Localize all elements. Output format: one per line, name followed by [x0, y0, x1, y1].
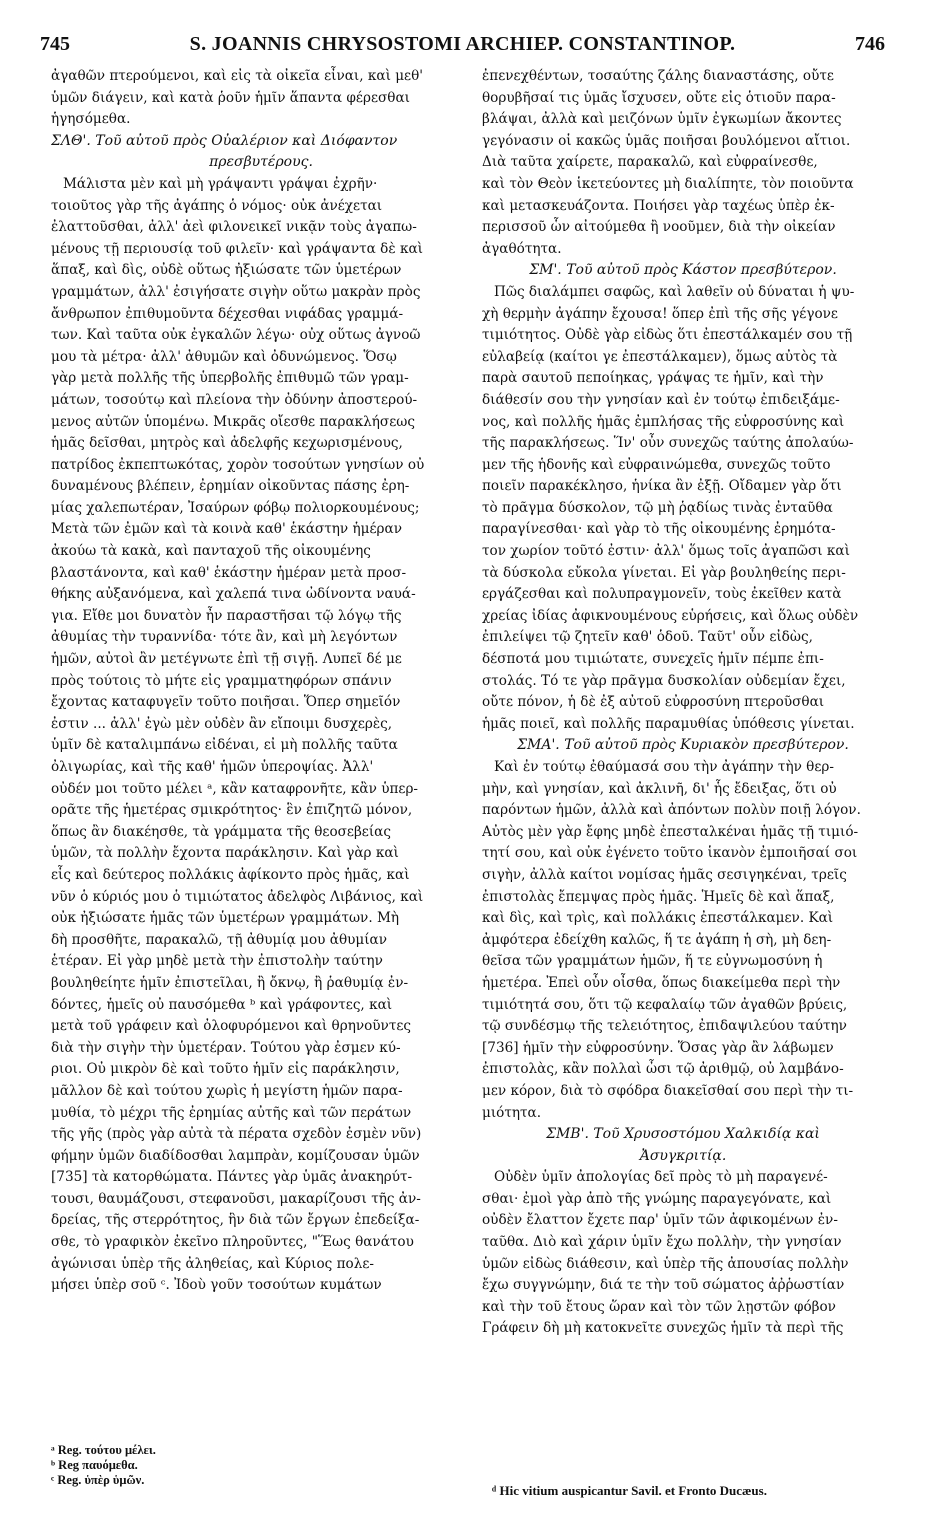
text-line: των. Καὶ ταῦτα οὐκ ἐγκαλῶν λέγω· οὐχ οὕτως ἀγνοῶ [51, 327, 421, 344]
footnote: ᵃ Reg. τούτου μέλει. [51, 1443, 156, 1457]
text-line: ἐπιστολὰς, κἂν πολλαὶ ὦσι τῷ ἀριθμῷ, οὐ λαμβάνο- [482, 1061, 844, 1078]
text-line: καὶ μετασκευάζοντα. Ποιήσει γὰρ ταχέως ὑπὲρ ἐκ- [482, 197, 835, 214]
text-line: εἷς καὶ δεύτερος πολλάκις ἀφίκοντο πρὸς ἡμᾶς, καὶ [51, 866, 410, 883]
footnotes-left [51, 1443, 351, 1488]
text-line: τουσι, θαυμάζουσι, στεφανοῦσι, μακαρίζουσι τῆς ἀν- [51, 1190, 421, 1207]
text-line: στολάς. Τό τε γὰρ πρᾶγμα δυσκολίαν οὐδεμίαν ἔχει, [482, 672, 846, 689]
letter-heading: Ἀσυγκριτίᾳ. [639, 1147, 727, 1164]
footnote: ᶜ Reg. ὑπὲρ ὑμῶν. [51, 1473, 145, 1487]
text-line: νῦν ὁ κύριός μου ὁ τιμιώτατος ἀδελφὸς Λιβάνιος, καὶ [51, 888, 424, 905]
text-line: ὑμῶν, τὰ πολλὴν ἔχοντα παράκλησιν. Καὶ γὰρ καὶ [51, 845, 399, 862]
text-line: ὀλιγωρίας, καὶ τῆς καθ' ἡμῶν ὑπεροψίας. Ἀλλ' [51, 759, 374, 775]
text-line: ἔχω συγγνώμην, διά τε τὴν τοῦ σώματος ἀῤῥωστίαν [482, 1277, 845, 1294]
text-line: διὰ τὴν σιγὴν τὴν ὑμετέραν. Τούτου γὰρ ἐσμεν κύ- [51, 1039, 401, 1056]
text-line: μὴν, καὶ γνησίαν, καὶ ἀκλινῆ, δι' ἧς ἔδειξας, ὅτι οὐ [482, 780, 837, 797]
text-line: δὴ προσθῆτε, παρακαλῶ, τῇ ἀθυμίᾳ μου ἀθυμίαν [51, 931, 387, 948]
text-line: ἀκούω τὰ κακὰ, καὶ πανταχοῦ τῆς οἰκουμένης [51, 543, 371, 560]
text-line: μεν κόρον, διὰ τὸ σφόδρα διακεῖσθαί σου περὶ τὴν τι- [482, 1082, 854, 1099]
text-line: ἀγώνισαι ὑπὲρ τῆς ἀληθείας, καὶ Κύριος πολε- [51, 1255, 374, 1272]
text-line: θεῖσα τῶν γραμμάτων ἡμῶν, ἥ τε εὐγνωμοσύνη ἡ [482, 953, 823, 970]
text-line: εὐλαβείᾳ (καίτοι γε ἐπεστάλκαμεν), ὅμως αὐτὸς τὰ [482, 348, 838, 365]
text-line: τὰ δύσκολα εὔκολα γίνεται. Εἰ γὰρ βουληθείης περι- [482, 564, 846, 581]
text-line: παρόντων ἡμῶν, ἀλλὰ καὶ ἀπόντων πολὺν ποιῇ λόγον. [482, 802, 861, 819]
text-line: τητί σου, καὶ οὐκ ἐγένετο τοῦτο ἱκανὸν ἐμποιῆσαί σοι [482, 845, 858, 862]
text-line: παρὰ σαυτοῦ πεποίηκας, γράψας τε ἡμῖν, καὶ τὴν [482, 370, 824, 387]
text-line: ἡμᾶς ποιεῖ, καὶ πολλῆς παραμυθίας ὑπόθεσις γίνεται. [482, 715, 855, 732]
text-line: θορυβῆσαί τις ὑμᾶς ἴσχυσεν, οὔτε εἰς ὁτιοῦν παρα- [482, 89, 836, 106]
footnote: ᵇ Reg παυόμεθα. [51, 1458, 138, 1472]
text-line: ἡμᾶς δεῖσθαι, μητρὸς καὶ ἀδελφῆς κεχωρισμένους, [51, 435, 403, 452]
text-line: δέσποτά μου τιμιώτατε, συνεχεῖς ἡμῖν πέμπε ἐπι- [482, 651, 824, 668]
text-line: Μάλιστα μὲν καὶ μὴ γράψαντι γράψαι ἐχρῆν· [63, 175, 378, 192]
text-line: φήμην ὑμῶν διαδίδοσθαι λαμπρὰν, κομίζουσαν ὑμῶν [51, 1147, 420, 1164]
text-line: νος, καὶ πολλῆς ἡμᾶς ἐμπλήσας τῆς εὐφροσύνης καὶ [482, 413, 845, 430]
text-line: [736] ἡμῖν τὴν εὐφροσύνην. Ὅσας γὰρ ἂν λάβωμεν [482, 1039, 834, 1056]
text-line: ἐστιν ... ἀλλ' ἐγὼ μὲν οὐδὲν ἂν εἴποιμι δυσχερὲς, [51, 715, 393, 732]
text-line: Μετὰ τῶν ἐμῶν καὶ τὰ κοινὰ καθ' ἑκάστην ἡμέραν [51, 521, 402, 538]
text-line: ἀθυμίας τὴν τυραννίδα· τότε ἂν, καὶ μὴ λεγόντων [51, 629, 398, 646]
text-line: ορᾶτε τῆς ἡμετέρας σμικρότητος· ἓν ἐπιζητῶ μόνον, [51, 802, 413, 819]
text-line: ἡγησόμεθα. [51, 111, 131, 128]
text-line: τῆς παρακλήσεως. Ἵν' οὖν συνεχῶς ταύτης ἀπολαύω- [482, 435, 854, 452]
text-line: ἔχοντας καταφυγεῖν τοῦτο ποιῆσαι. Ὅπερ σημεῖόν [51, 694, 401, 711]
text-line: οὐκ ἠξιώσατε ἡμᾶς τῶν ὑμετέρων γραμμάτων. Μὴ [51, 910, 400, 927]
footnote-right: ᵈ Hic vitium auspicantur Savil. et Fronto Ducæus. [492, 1483, 767, 1498]
text-line: ριοι. Οὐ μικρὸν δὲ καὶ τοῦτο ἡμῖν εἰς παράκλησιν, [51, 1061, 400, 1078]
text-line: περισσοῦ ὧν αἰτούμεθα ἢ νοοῦμεν, διὰ τὴν οἰκείαν [482, 219, 836, 236]
text-line: καὶ δὶς, καὶ τρὶς, καὶ πολλάκις ἐπεστάλκαμεν. Καὶ [482, 910, 834, 927]
text-line: μένους τῇ περιουσίᾳ τοῦ φιλεῖν· καὶ γράψαντα δὲ καὶ [51, 240, 423, 257]
text-line: μυθία, τὸ μέχρι τῆς ἐρημίας αὐτῆς καὶ τῶν περάτων [51, 1104, 412, 1121]
text-line: ἐλαττοῦσθαι, ἀλλ' ἀεὶ φιλονεικεῖ νικᾷν τοὺς ἀγαπω- [51, 219, 417, 236]
page-number-left: 745 [40, 33, 70, 55]
text-line: για. Εἴθε μοι δυνατὸν ἦν παραστῆσαι τῷ λόγῳ τῆς [51, 607, 402, 624]
text-line: εργάζεσθαι καὶ πολυπραγμονεῖν, τοὺς ἐκεῖθεν κατὰ [482, 586, 842, 603]
left-column [51, 66, 471, 1297]
text-line: μᾶλλον δὲ καὶ τούτου χωρὶς ἡ μεγίστη ἡμῶν παρα- [51, 1082, 403, 1099]
text-line: ἡμῶν, αὐτοὶ ἂν μετέγνωτε ἐπὶ τῇ σιγῇ. Λυπεῖ δέ με [51, 651, 402, 668]
text-line: ὑμῖν δὲ καταλιμπάνω εἰδέναι, εἰ μὴ πολλῆς ταῦτα [51, 737, 398, 754]
text-line: δυναμένους βλέπειν, ἐρημίαν οἰκοῦντας πάσης ἐρη- [51, 478, 410, 495]
text-line: ἀγαθῶν πτερούμενοι, καὶ εἰς τὰ οἰκεῖα εἶναι, καὶ μεθ' [51, 68, 424, 84]
text-line: μάτων, τοσούτῳ καὶ πλείονα τὴν ὀδύνην ἀποστερού- [51, 391, 418, 408]
text-line: καὶ τὴν τοῦ ἔτους ὥραν καὶ τὸν τῶν λῃστῶν φόβον [482, 1298, 836, 1315]
text-line: ὅπως ἂν διακέησθε, τὰ γράμματα τῆς θεοσεβείας [51, 823, 391, 840]
text-line: δόντες, ἡμεῖς οὐ παυσόμεθα ᵇ καὶ γράφοντες, καὶ [51, 996, 393, 1013]
text-line: μου τὰ μέτρα· ἀλλ' ἀθυμῶν καὶ ὀδυνώμενος. Ὅσῳ [51, 348, 397, 365]
text-line: βλαστάνοντα, καὶ καθ' ἑκάστην ἡμέραν μετὰ προσ- [51, 564, 407, 581]
text-line: οὐδὲν ἔλαττον ἔχετε παρ' ὑμῖν τῶν ἀφικομένων ἐν- [482, 1212, 838, 1229]
text-line: μεν τῆς ἡδονῆς καὶ εὐφραινώμεθα, συνεχῶς τοῦτο [482, 456, 831, 473]
letter-heading: ΣΜΑ'. Τοῦ αὐτοῦ πρὸς Κυριακὸν πρεσβύτερον. [517, 737, 849, 754]
text-line: ἐπιστολὰς ἔπεμψας πρὸς ἡμᾶς. Ἡμεῖς δὲ καὶ ἅπαξ, [482, 888, 835, 905]
text-line: παραγίνεσθαι· καὶ γὰρ τὸ τῆς οἰκουμένης ἐρημότα- [482, 521, 836, 538]
running-header [40, 30, 885, 58]
text-line: ἀγαθότητα. [482, 240, 562, 257]
text-line: πρὸς τούτοις τὸ μήτε εἰς γραμματηφόρων σπάνιν [51, 672, 392, 689]
text-line: γραμμάτων, ἀλλ' ἐσιγήσατε σιγὴν οὕτω μακρὰν πρὸς [51, 283, 421, 300]
page-number-right: 746 [855, 33, 885, 55]
text-line: καὶ τὸν Θεὸν ἱκετεύοντες μὴ διαλίπητε, τὸν ποιοῦντα [482, 175, 854, 192]
text-line: τῷ συνδέσμῳ τῆς τελειότητος, ἐπιδαψιλεύου ταύτην [482, 1018, 847, 1035]
text-line: γὰρ μετὰ πολλῆς τῆς ὑπερβολῆς ἐπιθυμῶ τῶν γραμ- [51, 370, 409, 387]
text-line: τιμιότητά σου, ὅτι τῷ κεφαλαίῳ τῶν ἀγαθῶν βρύεις, [482, 996, 848, 1013]
text-line: ἀμφότερα ἐδείχθη καλῶς, ἥ τε ἀγάπη ἡ σὴ, μὴ δεη- [482, 931, 832, 948]
text-line: ἅπαξ, καὶ δὶς, οὐδὲ οὕτως ἠξιώσατε τῶν ὑμετέρων [51, 262, 402, 279]
text-line: ταῦθα. Διὸ καὶ χάριν ὑμῖν ἔχω πολλὴν, τὴν γνησίαν [482, 1234, 842, 1251]
text-line: βλάψαι, ἀλλὰ καὶ μειζόνων ὑμῖν ἐγκωμίων ἄκοντες [482, 111, 842, 128]
text-line: Γράφειν δὴ μὴ κατοκνεῖτε συνεχῶς ἡμῖν τὰ περὶ τῆς [482, 1320, 844, 1337]
running-title: S. JOANNIS CHRYSOSTOMI ARCHIEP. CONSTANTINOP. [189, 33, 736, 55]
text-line: μετὰ τοῦ γράφειν καὶ ὀλοφυρόμενοι καὶ θρηνοῦντες [51, 1018, 412, 1035]
text-line: τῆς γῆς (πρὸς γὰρ αὐτὰ τὰ πέρατα σχεδὸν ἐσμὲν νῦν) [51, 1126, 422, 1143]
text-line: [735] τὰ κατορθώματα. Πάντες γὰρ ὑμᾶς ἀνακηρύτ- [51, 1169, 413, 1186]
text-line: πατρίδος ἐκπεπτωκότας, χορὸν τοσούτων γνησίων οὐ [51, 456, 425, 473]
text-line: ἡμετέρα. Ἐπεὶ οὖν οἶσθα, ὅπως διακείμεθα περὶ τὴν [482, 974, 841, 991]
text-line: δρείας, τῆς στερρότητος, ἣν διὰ τῶν ἔργων ἐπεδείξα- [51, 1212, 420, 1229]
text-line: οὔτε πόνον, ἡ δὲ ἐξ αὐτοῦ εὐφροσύνη πτεροῦσθαι [482, 694, 825, 711]
letter-heading: πρεσβυτέρους. [209, 154, 313, 171]
text-line: ἄνθρωπον ἐπιθυμοῦντα δέχεσθαι νιφάδας γραμμά- [51, 305, 404, 322]
text-line: τὸ πρᾶγμα δύσκολον, τῷ μὴ ῥᾳδίως τινὰς ἐνταῦθα [482, 499, 833, 516]
text-line: χρείας ἰδίας ἀφικνουμένους εὑρήσεις, καὶ ὅλως οὐδὲν [482, 607, 859, 624]
right-column [482, 66, 884, 1340]
text-line: οὐδέν μοι τοῦτο μέλει ᵃ, κἂν καταφρονῆτε, κἂν ὑπερ- [51, 780, 419, 797]
text-line: διάθεσίν σου τὴν γνησίαν καὶ ἐν τούτῳ ἐπιδειξάμε- [482, 391, 840, 408]
text-line: Αὐτὸς μὲν γὰρ ἔφης μηδὲ ἐπεσταλκέναι ἡμᾶς τῇ τιμιό- [482, 823, 859, 840]
letter-heading: ΣΜΒ'. Τοῦ Χρυσοστόμου Χαλκιδίᾳ καὶ [546, 1126, 820, 1143]
text-line: θήκης αὐξανόμενα, καὶ χαλεπά τινα ὠδίνοντα ναυά- [51, 586, 416, 603]
text-line: ἑτέραν. Εἰ γὰρ μηδὲ μετὰ τὴν ἐπιστολὴν ταύτην [51, 953, 383, 970]
text-line: ἐπενεχθέντων, τοσαύτης ζάλης διαναστάσης, οὔτε [482, 68, 834, 84]
text-line: ποιεῖν παρακέκλησο, ἡνίκα ἂν ἐξῇ. Οἴδαμεν γὰρ ὅτι [482, 478, 842, 495]
letter-heading: ΣΜ'. Τοῦ αὐτοῦ πρὸς Κάστον πρεσβύτερον. [529, 262, 837, 279]
text-line: τιμιότητος. Οὐδὲ γὰρ εἰδὼς ὅτι ἐπεστάλκαμέν σου τῇ [482, 327, 853, 344]
text-line: Οὐδὲν ὑμῖν ἀπολογίας δεῖ πρὸς τὸ μὴ παραγενέ- [494, 1169, 828, 1186]
text-line: σιγὴν, ἀλλὰ καίτοι νομίσας ἡμᾶς σεσιγηκέναι, τρεῖς [482, 866, 847, 883]
text-line: ἐπιλείψει τῷ ζητεῖν καθ' ὁδοῦ. Ταῦτ' οὖν εἰδὼς, [482, 629, 813, 646]
text-line: γεγόνασιν οἱ κακῶς ὑμᾶς ποιῆσαι βουλόμενοι αἴτιοι. [482, 132, 851, 149]
text-line: ὑμῶν διάγειν, καὶ κατὰ ῥοῦν ἡμῖν ἅπαντα φέρεσθαι [51, 89, 410, 106]
text-line: τον χωρίον τοῦτό ἐστιν· ἀλλ' ὅμως τοῖς ἀγαπῶσι καὶ [482, 543, 850, 560]
text-line: σθε, τὸ γραφικὸν ἐκεῖνο πληροῦντες, "Ἕως θανάτου [51, 1234, 414, 1251]
text-line: χὴ θερμὴν ἀγάπην ἔχουσα! ὅπερ ἐπὶ τῆς σῆς γέγονε [482, 305, 838, 322]
text-line: μενος αὐτῶν ὑπομένω. Μικρᾶς οἴεσθε παρακλήσεως [51, 413, 415, 430]
text-line: βουληθείητε ἡμῖν ἐπιστεῖλαι, ἢ ὄκνῳ, ἢ ῥαθυμίᾳ ἐν- [51, 974, 409, 991]
text-line: μιότητα. [482, 1104, 542, 1121]
text-line: ὑμῶν εἰδὼς διάθεσιν, καὶ ὑπὲρ τῆς ἀπουσίας πολλὴν [482, 1255, 849, 1272]
text-line: τοιοῦτος γὰρ τῆς ἀγάπης ὁ νόμος· οὐκ ἀνέχεται [51, 197, 383, 214]
text-line: μίας χαλεπωτέραν, Ἰσαύρων φόβῳ πολιορκουμένους; [51, 499, 420, 516]
text-line: σθαι· ἐμοὶ γὰρ ἀπὸ τῆς γνώμης παραγεγόνατε, καὶ [482, 1190, 832, 1207]
letter-heading: ΣΛΘ'. Τοῦ αὐτοῦ πρὸς Οὐαλέριον καὶ Διόφαντον [51, 132, 398, 149]
text-line: Διὰ ταῦτα χαίρετε, παρακαλῶ, καὶ εὐφραίνεσθε, [482, 154, 818, 171]
text-line: Καὶ ἐν τούτῳ ἐθαύμασά σου τὴν ἀγάπην τὴν θερ- [494, 759, 834, 775]
text-line: μήσει ὑπὲρ σοῦ ᶜ. Ἰδοὺ γοῦν τοσούτων κυμάτων [51, 1277, 382, 1294]
text-line: Πῶς διαλάμπει σαφῶς, καὶ λαθεῖν οὐ δύναται ἡ ψυ- [494, 283, 855, 300]
